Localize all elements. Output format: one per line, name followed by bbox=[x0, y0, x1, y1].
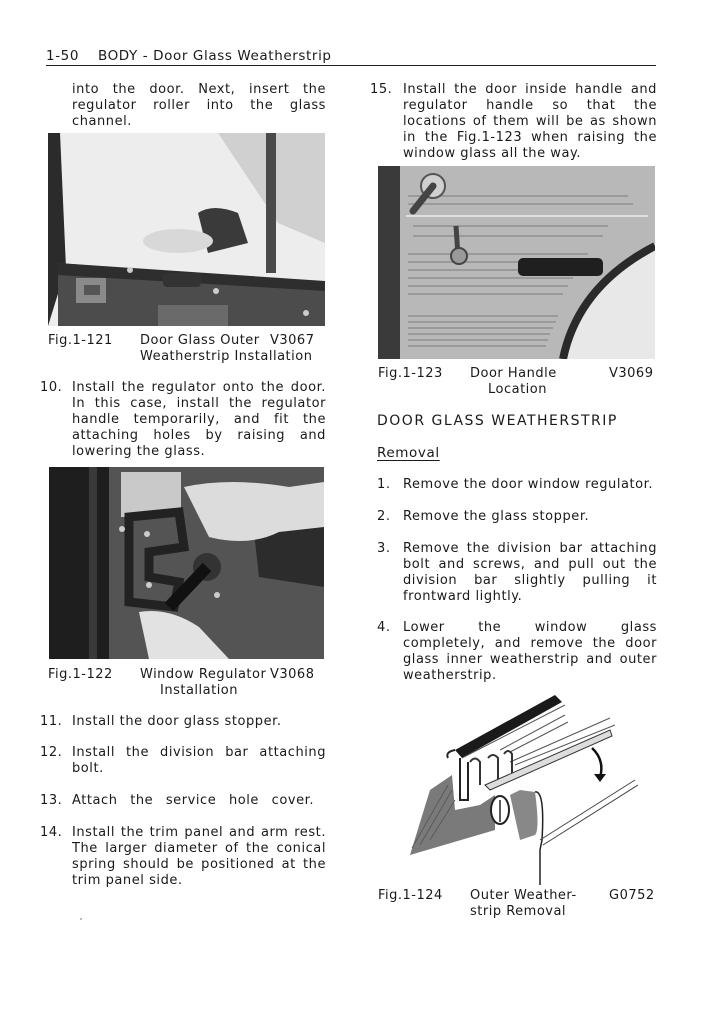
intro-paragraph: into the door. Next, insert the regulator roller into the glass channel. bbox=[72, 82, 326, 129]
step-number: 10. bbox=[40, 380, 63, 395]
figure-1-122-caption bbox=[48, 667, 315, 698]
step-number: 14. bbox=[40, 825, 63, 840]
figure-code: V3067 bbox=[270, 333, 315, 348]
figure-1-123-caption bbox=[378, 366, 654, 397]
page-header bbox=[46, 48, 656, 66]
step-number: 13. bbox=[40, 793, 63, 808]
step-number: 15. bbox=[370, 82, 393, 97]
weatherstrip-diagram-icon bbox=[400, 690, 665, 885]
page-number: 1-50 bbox=[46, 48, 80, 64]
section-heading: DOOR GLASS WEATHERSTRIP bbox=[377, 413, 618, 429]
step-number: 2. bbox=[377, 509, 391, 524]
step-number: 3. bbox=[377, 541, 391, 556]
step-number: 11. bbox=[40, 714, 63, 729]
removal-step-2-text: Remove the glass stopper. bbox=[403, 509, 590, 524]
figure-title-line2: strip Removal bbox=[470, 904, 567, 919]
step-number: 12. bbox=[40, 745, 63, 760]
step-number: 4. bbox=[377, 620, 391, 635]
step-10-text: Install the regulator onto the door. In this case, install the regulator handle temporarily, and fit the attaching holes by raising and lowering the glass. bbox=[72, 380, 326, 459]
step-12-text: Install the division bar attaching bolt. bbox=[72, 745, 326, 776]
figure-title-line2: Weatherstrip Installation bbox=[140, 349, 313, 364]
figure-1-124-image bbox=[400, 690, 665, 885]
scan-speck bbox=[80, 918, 82, 920]
step-number: 1. bbox=[377, 477, 391, 492]
door-handle-photo-icon bbox=[378, 166, 655, 359]
figure-title-line2: Installation bbox=[160, 683, 239, 698]
window-regulator-photo-icon bbox=[49, 467, 324, 659]
figure-1-121-caption bbox=[48, 333, 315, 364]
figure-title: Door Handle bbox=[470, 366, 557, 381]
figure-number: Fig.1-124 bbox=[378, 888, 443, 903]
figure-number: Fig.1-122 bbox=[48, 667, 113, 682]
figure-code: G0752 bbox=[609, 888, 655, 903]
figure-code: V3069 bbox=[609, 366, 654, 381]
figure-title: Door Glass Outer bbox=[140, 333, 260, 348]
removal-step-1-text: Remove the door window regulator. bbox=[403, 477, 654, 492]
figure-title: Outer Weather- bbox=[470, 888, 577, 903]
step-15-text: Install the door inside handle and regulator handle so that the locations of them will be as shown in the Fig.1-123 when raising the window glass all the way. bbox=[403, 82, 657, 161]
figure-number: Fig.1-121 bbox=[48, 333, 113, 348]
removal-step-3-text: Remove the division bar attaching bolt and screws, and pull out the division bar slightly pulling it frontward lightly. bbox=[403, 541, 657, 604]
page-title: BODY - Door Glass Weatherstrip bbox=[97, 48, 332, 64]
subsection-heading: Removal bbox=[377, 445, 440, 461]
figure-title-line2: Location bbox=[488, 382, 547, 397]
step-11-text: Install the door glass stopper. bbox=[72, 714, 282, 729]
step-14-text: Install the trim panel and arm rest. The larger diameter of the conical spring should be positioned at the trim panel side. bbox=[72, 825, 326, 888]
step-13-text: Attach the service hole cover. bbox=[72, 793, 315, 808]
figure-1-121-image bbox=[48, 133, 325, 326]
door-glass-install-photo-icon bbox=[48, 133, 325, 326]
figure-1-123-image bbox=[378, 166, 655, 359]
figure-title: Window Regulator bbox=[140, 667, 267, 682]
removal-step-4-text: Lower the window glass completely, and remove the door glass inner weatherstrip and outer weatherstrip. bbox=[403, 620, 657, 683]
figure-1-122-image bbox=[49, 467, 324, 659]
figure-code: V3068 bbox=[270, 667, 315, 682]
figure-1-124-caption bbox=[378, 888, 655, 919]
figure-number: Fig.1-123 bbox=[378, 366, 443, 381]
